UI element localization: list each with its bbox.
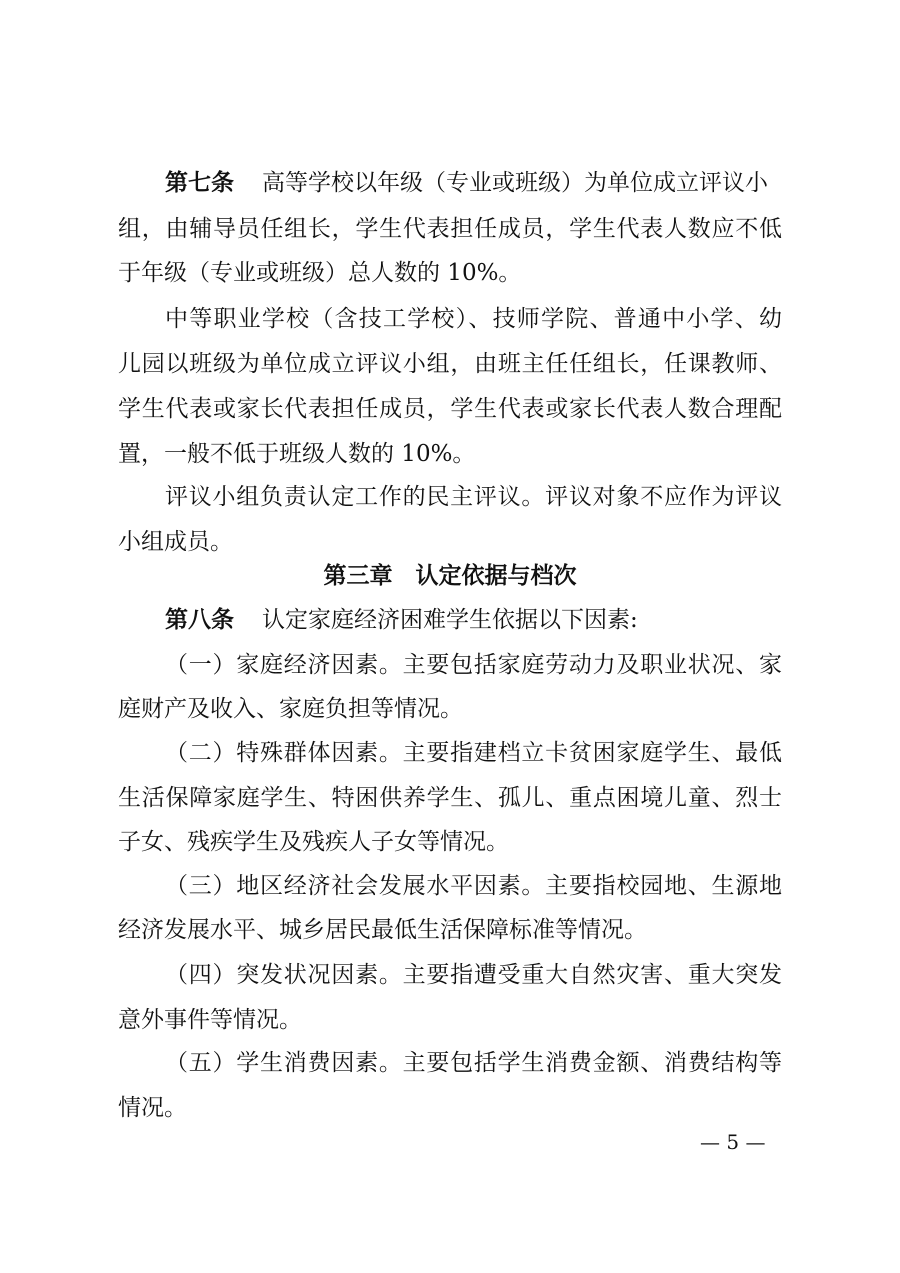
paragraph-2-line-3: 学生代表或家长代表担任成员，学生代表或家长代表人数合理配 (118, 396, 782, 422)
item-2-line-3: 子女、残疾学生及残疾人子女等情况。 (118, 829, 509, 855)
item-3-line-1: （三）地区经济社会发展水平因素。主要指校园地、生源地 (165, 873, 782, 899)
paragraph-3-line-2: 小组成员。 (118, 529, 233, 555)
item-4-line-2: 意外事件等情况。 (118, 1007, 302, 1033)
item-1-line-1: （一）家庭经济因素。主要包括家庭劳动力及职业状况、家 (165, 652, 782, 678)
article-7-line-1 (165, 168, 782, 198)
page-number: — 5 — (700, 1130, 766, 1154)
article-7-line-2: 组，由辅导员任组长，学生代表担任成员，学生代表人数应不低 (118, 216, 782, 242)
item-2-line-1: （二）特殊群体因素。主要指建档立卡贫困家庭学生、最低 (165, 740, 782, 766)
chapter-heading: 第三章 认定依据与档次 (323, 562, 577, 589)
article-8-text-1: 认定家庭经济困难学生依据以下因素: (262, 607, 638, 633)
paragraph-2-line-1: 中等职业学校（含技工学校）、技师学院、普通中小学、幼 (165, 306, 782, 332)
item-1-line-2: 庭财产及收入、家庭负担等情况。 (118, 696, 463, 722)
article-7-line-3: 于年级（专业或班级）总人数的 10%。 (118, 260, 522, 286)
item-5-line-1: （五）学生消费因素。主要包括学生消费金额、消费结构等 (165, 1050, 782, 1076)
paragraph-2-line-2: 儿园以班级为单位成立评议小组，由班主任任组长，任课教师、 (118, 351, 782, 377)
article-8-label: 第八条 (165, 606, 234, 633)
item-4-line-1: （四）突发状况因素。主要指遭受重大自然灾害、重大突发 (165, 962, 782, 988)
paragraph-2-line-4: 置，一般不低于班级人数的 10%。 (118, 441, 476, 467)
item-3-line-2: 经济发展水平、城乡居民最低生活保障标准等情况。 (118, 917, 647, 943)
item-2-line-2: 生活保障家庭学生、特困供养学生、孤儿、重点困境儿童、烈士 (118, 785, 782, 811)
article-8-line-1 (165, 605, 782, 635)
article-7-text-1: 高等学校以年级（专业或班级）为单位成立评议小 (262, 170, 768, 196)
item-5-line-2: 情况。 (118, 1095, 187, 1121)
article-7-label: 第七条 (165, 169, 234, 196)
paragraph-3-line-1: 评议小组负责认定工作的民主评议。评议对象不应作为评议 (165, 484, 782, 510)
